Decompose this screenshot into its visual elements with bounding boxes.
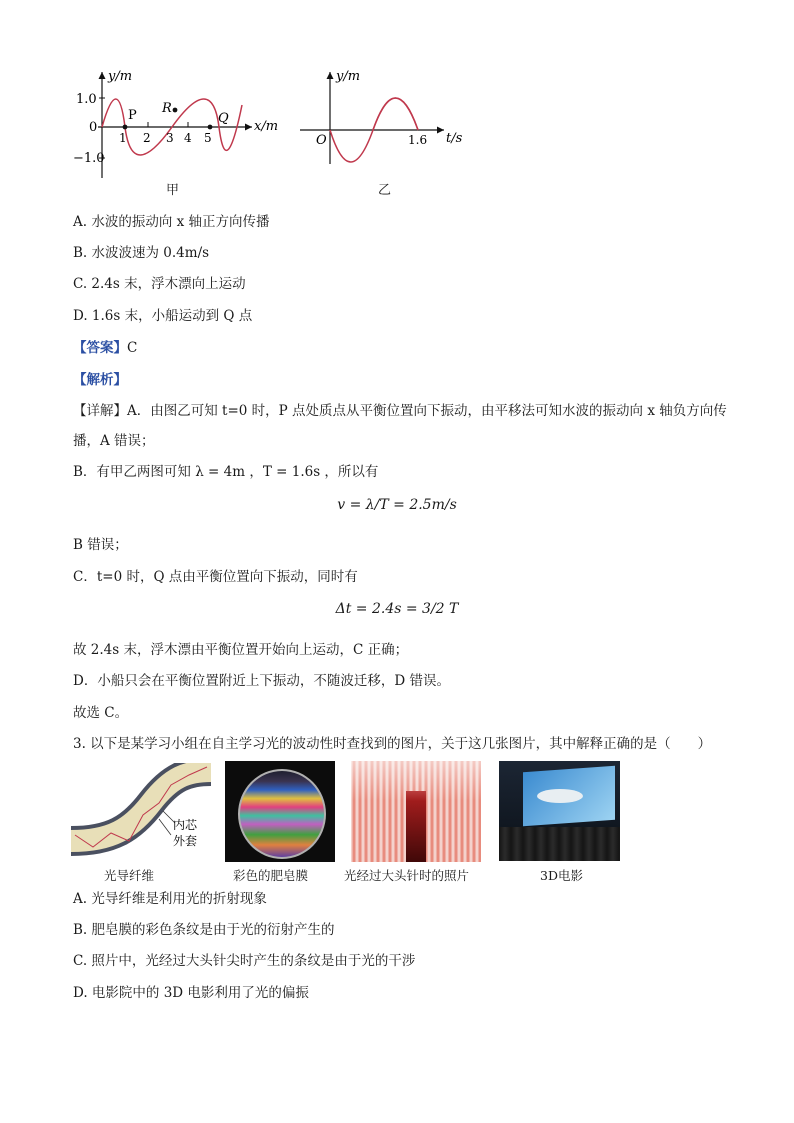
- point-r: [173, 108, 178, 113]
- detail-a-line2: 播，A 错误；: [73, 433, 155, 449]
- formula-delta-t: Δt = 2.4s = 3/2 T: [335, 601, 459, 617]
- q2-option-b: B. 水波波速为 0.4m/s: [73, 245, 210, 261]
- caption-3d: 3D电影: [540, 868, 583, 883]
- q3-option-b: B. 肥皂膜的彩色条纹是由于光的衍射产生的: [73, 922, 335, 938]
- soap-film-image: [225, 761, 335, 862]
- formula-velocity: v = λ/T = 2.5m/s: [337, 497, 457, 513]
- t-axis-label: t/s: [446, 131, 463, 146]
- x-tick-2: 2: [143, 131, 151, 145]
- x-tick-5: 5: [204, 131, 212, 145]
- analysis-tag: 【解析】: [73, 372, 127, 388]
- y-tick-zero: 0: [89, 120, 98, 135]
- answer-tag: 【答案】: [73, 340, 127, 356]
- detail-a-line1: [73, 401, 727, 421]
- pin-shadow: [406, 791, 426, 862]
- detail-c-line: C．t=0 时，Q 点由平衡位置向下振动，同时有: [73, 569, 358, 585]
- detail-b-line: B．有甲乙两图可知 λ = 4m ，T = 1.6s ，所以有: [73, 464, 379, 480]
- x-tick-1: 1: [119, 131, 127, 145]
- detail-c-result: 故 2.4s 末，浮木漂由平衡位置开始向上运动，C 正确；: [73, 642, 409, 658]
- optical-fiber-image: [71, 763, 211, 859]
- detail-b-result: B 错误；: [73, 537, 128, 553]
- soap-film-disc: [238, 769, 326, 859]
- y-axis-label: y/m: [336, 69, 361, 84]
- label-cladding: 外套: [173, 834, 198, 848]
- label-r: R: [162, 101, 172, 116]
- vibration-graph-yi: [296, 66, 476, 176]
- q2-option-d: D. 1.6s 末，小船运动到 Q 点: [73, 308, 253, 324]
- pin-diffraction-image: [351, 761, 481, 862]
- audience-seats: [499, 827, 620, 861]
- conclusion: 故选 C。: [73, 705, 129, 721]
- t-tick: 1.6: [408, 133, 428, 147]
- point-q: [208, 125, 213, 130]
- q3-option-d: D. 电影院中的 3D 电影利用了光的偏振: [73, 985, 309, 1001]
- y-tick-bottom: −1.0: [73, 151, 105, 166]
- caption-fiber: 光导纤维: [104, 868, 155, 883]
- caption-pin: 光经过大头针时的照片: [344, 868, 470, 883]
- label-q: Q: [218, 111, 229, 126]
- answer-line: [73, 338, 137, 358]
- caption-yi: 乙: [378, 183, 392, 198]
- label-core: 内芯: [173, 818, 198, 832]
- point-p: [123, 125, 128, 130]
- q3-option-c: C. 照片中，光经过大头针尖时产生的条纹是由于光的干涉: [73, 953, 416, 969]
- q3-option-a: A. 光导纤维是利用光的折射现象: [73, 891, 267, 907]
- q2-option-a: A. 水波的振动向 x 轴正方向传播: [73, 214, 270, 230]
- 3d-movie-image: [499, 761, 620, 861]
- caption-jia: 甲: [166, 183, 180, 198]
- wave-graph-jia: [70, 66, 290, 198]
- x-axis-label: x/m: [254, 119, 279, 134]
- q3-stem: 3. 以下是某学习小组在自主学习光的波动性时查找到的图片，关于这几张图片，其中解释正确的是（ ）: [73, 736, 712, 752]
- answer-value: C: [127, 340, 138, 356]
- detail-a-text: A．由图乙可知 t=0 时，P 点处质点从平衡位置向下振动，由平移法可知水波的振动向 x 轴负方向传: [127, 403, 727, 419]
- x-tick-4: 4: [184, 131, 192, 145]
- y-axis-label: y/m: [108, 69, 133, 84]
- label-p: P: [128, 108, 137, 123]
- origin-label: O: [316, 133, 327, 148]
- x-tick-3: 3: [166, 131, 174, 145]
- detail-d-line: D．小船只会在平衡位置附近上下振动，不随波迁移，D 错误。: [73, 673, 450, 689]
- shark-shape: [537, 789, 583, 803]
- caption-soap: 彩色的肥皂膜: [233, 868, 309, 883]
- y-tick-top: 1.0: [76, 92, 97, 107]
- detail-tag: 【详解】: [73, 403, 127, 419]
- q2-option-c: C. 2.4s 末，浮木漂向上运动: [73, 276, 246, 292]
